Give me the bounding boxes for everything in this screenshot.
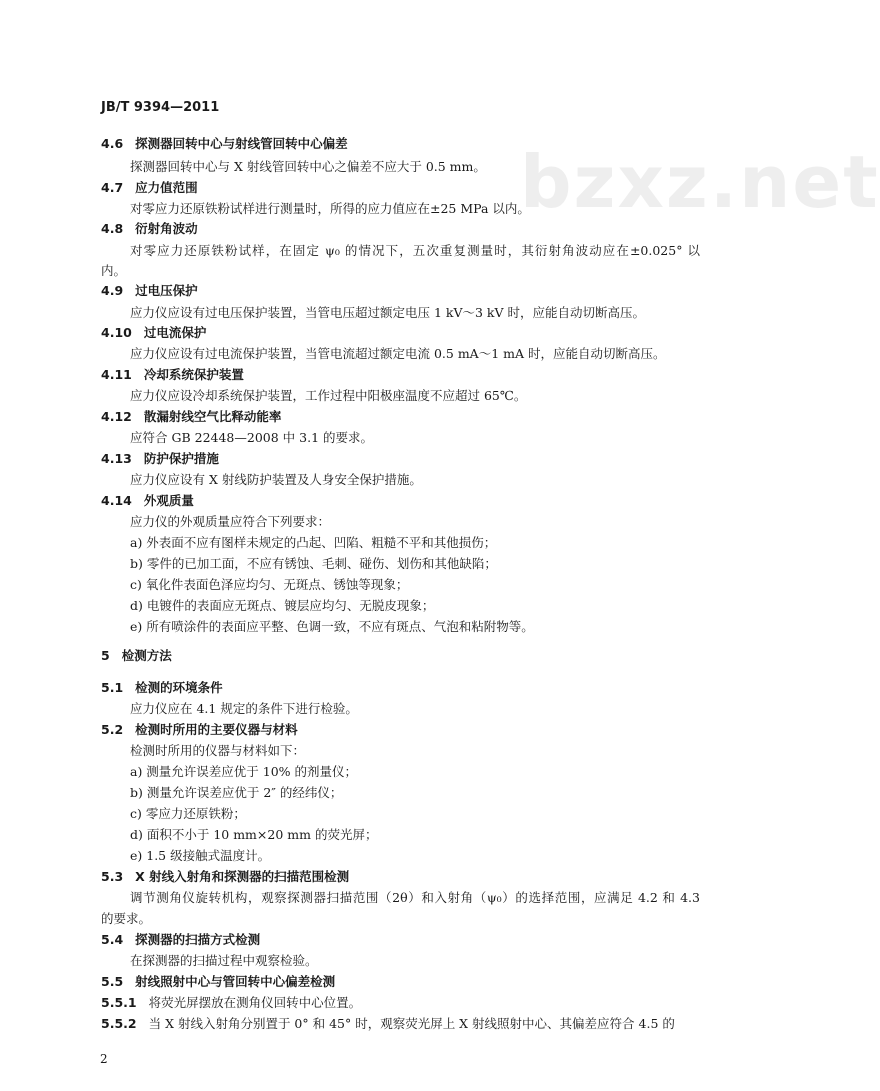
section-title: 散漏射线空气比释动能率 bbox=[143, 409, 282, 424]
list-item: a) 外表面不应有图样未规定的凸起、凹陷、粗糙不平和其他损伤； bbox=[130, 535, 497, 550]
section-number: 5.5 bbox=[101, 974, 124, 989]
list-item: a) 测量允许误差应优于 10% 的剂量仪； bbox=[130, 764, 358, 779]
section-number: 5.4 bbox=[101, 932, 124, 947]
list-item: c) 氧化件表面色泽应均匀、无斑点、锈蚀等现象； bbox=[130, 577, 409, 592]
section-heading-5-1 bbox=[101, 679, 223, 697]
paragraph-continuation: 的要求。 bbox=[101, 911, 152, 926]
section-number: 5.5.2 bbox=[101, 1016, 137, 1031]
paragraph: 对零应力还原铁粉试样，在固定 ψ₀ 的情况下，五次重复测量时，其衍射角波动应在±0.025° 以 bbox=[130, 243, 700, 258]
paragraph: 调节测角仪旋转机构，观察探测器扫描范围（2θ）和入射角（ψ₀）的选择范围，应满足 4.2 和 4.3 bbox=[130, 890, 700, 905]
list-item: e) 所有喷涂件的表面应平整、色调一致，不应有斑点、气泡和粘附物等。 bbox=[130, 619, 534, 634]
section-heading-4-11 bbox=[101, 366, 244, 384]
paragraph: 应力仪应设有 X 射线防护装置及人身安全保护措施。 bbox=[130, 472, 422, 487]
clause-5-5-1 bbox=[101, 994, 361, 1012]
section-title: 外观质量 bbox=[143, 493, 194, 508]
section-number: 5 bbox=[101, 648, 110, 663]
section-number: 4.8 bbox=[101, 221, 124, 236]
clause-text: 将荧光屏摆放在测角仪回转中心位置。 bbox=[148, 995, 362, 1010]
list-item: e) 1.5 级接触式温度计。 bbox=[130, 848, 271, 863]
section-title: X 射线入射角和探测器的扫描范围检测 bbox=[135, 869, 350, 884]
section-title: 检测时所用的主要仪器与材料 bbox=[135, 722, 298, 737]
list-item: d) 电镀件的表面应无斑点、镀层应均匀、无脱皮现象； bbox=[130, 598, 435, 613]
paragraph: 应力仪应在 4.1 规定的条件下进行检验。 bbox=[130, 701, 358, 716]
page-number: 2 bbox=[100, 1052, 108, 1066]
list-item: c) 零应力还原铁粉； bbox=[130, 806, 246, 821]
paragraph-continuation: 内。 bbox=[101, 263, 127, 278]
list-item: d) 面积不小于 10 mm×20 mm 的荧光屏； bbox=[130, 827, 378, 842]
section-heading-4-12 bbox=[101, 408, 281, 426]
section-heading-4-8 bbox=[101, 220, 198, 238]
section-title: 过电流保护 bbox=[143, 325, 207, 340]
section-heading-4-9 bbox=[101, 282, 198, 300]
section-heading-5-3 bbox=[101, 868, 349, 886]
section-number: 4.11 bbox=[101, 367, 132, 382]
list-item: b) 零件的已加工面，不应有锈蚀、毛刺、碰伤、划伤和其他缺陷； bbox=[130, 556, 497, 571]
paragraph: 应力仪应设冷却系统保护装置，工作过程中阳极座温度不应超过 65℃。 bbox=[130, 388, 527, 403]
paragraph: 应力仪应设有过电流保护装置，当管电流超过额定电流 0.5 mA～1 mA 时，应能自动切断高压。 bbox=[130, 346, 666, 361]
paragraph: 探测器回转中心与 X 射线管回转中心之偏差不应大于 0.5 mm。 bbox=[130, 159, 486, 174]
section-title: 衍射角波动 bbox=[135, 221, 198, 236]
section-title: 应力值范围 bbox=[135, 180, 198, 195]
section-number: 4.7 bbox=[101, 180, 124, 195]
section-heading-5-4 bbox=[101, 931, 260, 949]
section-number: 5.2 bbox=[101, 722, 124, 737]
watermark: bzxz.net bbox=[520, 140, 880, 224]
section-number: 4.10 bbox=[101, 325, 132, 340]
paragraph: 检测时所用的仪器与材料如下： bbox=[130, 743, 306, 758]
section-heading-5-2 bbox=[101, 721, 298, 739]
section-title: 探测器回转中心与射线管回转中心偏差 bbox=[135, 136, 348, 151]
paragraph: 在探测器的扫描过程中观察检验。 bbox=[130, 953, 318, 968]
section-number: 4.14 bbox=[101, 493, 132, 508]
standard-code-header: JB/T 9394—2011 bbox=[101, 100, 220, 115]
section-number: 4.6 bbox=[101, 136, 124, 151]
chapter-heading-5 bbox=[101, 647, 172, 665]
clause-5-5-2 bbox=[101, 1015, 675, 1033]
section-title: 检测的环境条件 bbox=[135, 680, 223, 695]
section-number: 4.9 bbox=[101, 283, 124, 298]
paragraph: 对零应力还原铁粉试样进行测量时，所得的应力值应在±25 MPa 以内。 bbox=[130, 201, 530, 216]
paragraph: 应力仪应设有过电压保护装置，当管电压超过额定电压 1 kV～3 kV 时，应能自动切断高压。 bbox=[130, 305, 646, 320]
section-heading-4-13 bbox=[101, 450, 219, 468]
section-heading-4-7 bbox=[101, 179, 198, 197]
section-heading-5-5 bbox=[101, 973, 335, 991]
section-title: 冷却系统保护装置 bbox=[143, 367, 244, 382]
clause-text: 当 X 射线入射角分别置于 0° 和 45° 时，观察荧光屏上 X 射线照射中心、其偏差应符合 4.5 的 bbox=[148, 1016, 675, 1031]
section-number: 5.1 bbox=[101, 680, 124, 695]
section-heading-4-6 bbox=[101, 135, 348, 153]
section-number: 4.13 bbox=[101, 451, 132, 466]
section-title: 射线照射中心与管回转中心偏差检测 bbox=[135, 974, 336, 989]
section-heading-4-14 bbox=[101, 492, 194, 510]
section-title: 探测器的扫描方式检测 bbox=[135, 932, 261, 947]
section-title: 检测方法 bbox=[121, 648, 172, 663]
section-number: 5.5.1 bbox=[101, 995, 137, 1010]
paragraph: 应符合 GB 22448—2008 中 3.1 的要求。 bbox=[130, 430, 373, 445]
section-heading-4-10 bbox=[101, 324, 206, 342]
section-title: 过电压保护 bbox=[135, 283, 198, 298]
list-item: b) 测量允许误差应优于 2″ 的经纬仪； bbox=[130, 785, 343, 800]
section-title: 防护保护措施 bbox=[143, 451, 219, 466]
section-number: 5.3 bbox=[101, 869, 124, 884]
paragraph: 应力仪的外观质量应符合下列要求： bbox=[130, 514, 331, 529]
section-number: 4.12 bbox=[101, 409, 132, 424]
